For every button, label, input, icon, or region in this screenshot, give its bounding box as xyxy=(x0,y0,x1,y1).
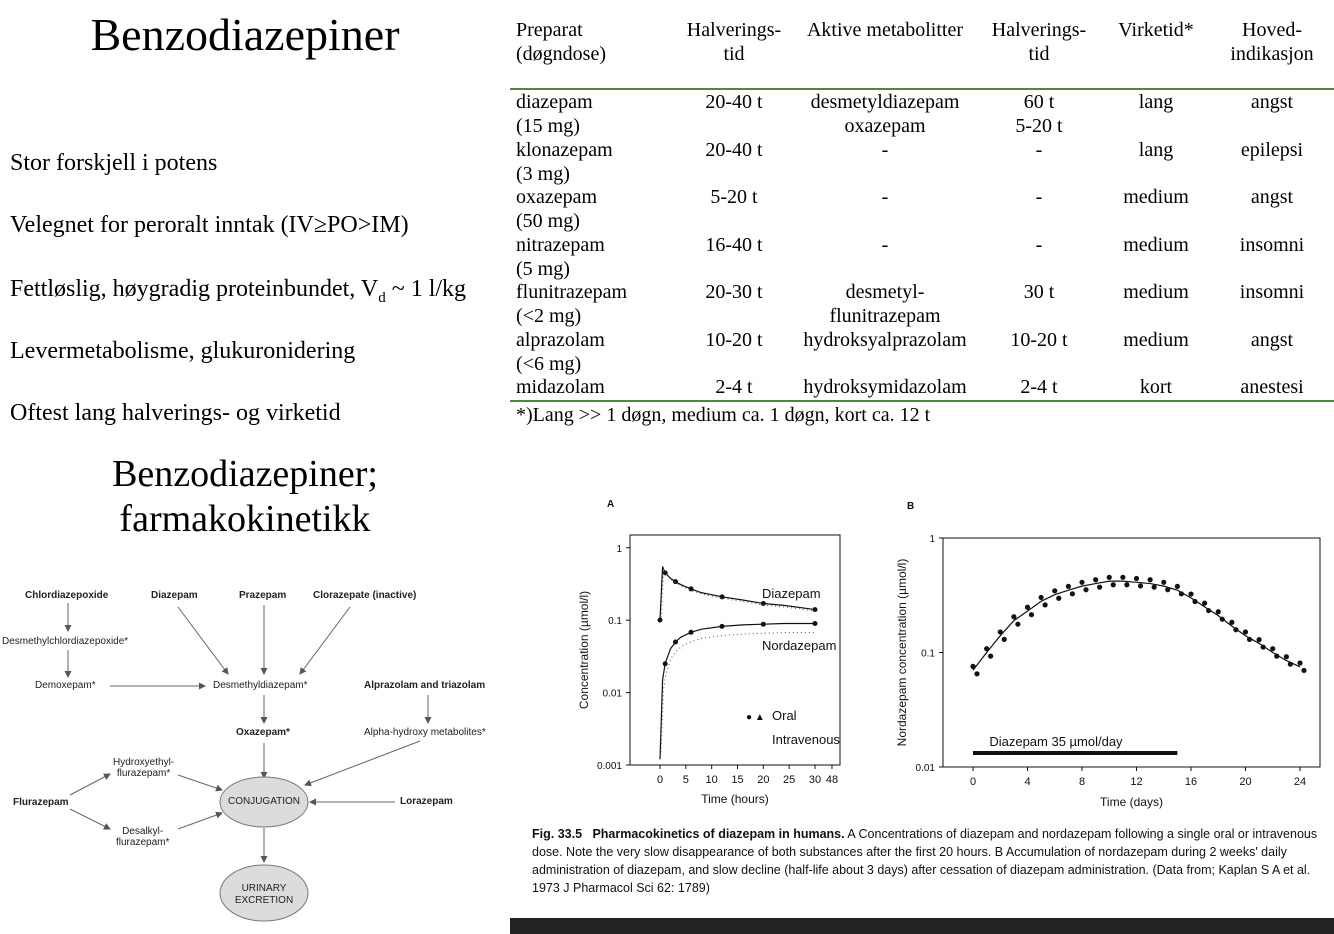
header-text: Halverings- xyxy=(686,19,782,41)
panel-b-point xyxy=(1066,584,1071,589)
cell-line: 10-20 t xyxy=(705,328,763,351)
table-cell-drug xyxy=(516,328,666,376)
panel-b-point xyxy=(1111,582,1116,587)
cell-line: nitrazepam xyxy=(516,233,605,256)
table-cell-half xyxy=(676,328,792,352)
panel-b-point xyxy=(1179,591,1184,596)
table-cell-ind xyxy=(1222,328,1322,352)
table-cell-ind xyxy=(1222,138,1322,162)
table-cell-ind xyxy=(1222,185,1322,209)
cell-line: epilepsi xyxy=(1240,138,1304,161)
panel-a-xtick-label: 25 xyxy=(783,774,796,786)
panel-a-legend-oral: Oral xyxy=(772,708,797,723)
cell-line: (<6 mg) xyxy=(516,352,582,375)
table-footnote: *)Lang >> 1 døgn, medium ca. 1 døgn, kort ca. 12 t xyxy=(516,404,931,426)
cell-line: hydroksymidazolam xyxy=(803,376,967,398)
table-cell-half xyxy=(676,280,792,304)
cell-line: - xyxy=(1035,186,1043,208)
cell-line: medium xyxy=(1123,186,1189,208)
table-cell-met xyxy=(800,185,970,233)
panel-b-point xyxy=(1148,577,1153,582)
panel-a-xtick-label: 15 xyxy=(731,774,744,786)
cell-line: 5-20 t xyxy=(710,186,758,208)
panel-b-point xyxy=(1206,608,1211,613)
panel-a-legend-markers: ● ▲ xyxy=(746,712,765,723)
panel-a-ytick-label: 0.001 xyxy=(596,761,622,772)
table-cell-half xyxy=(676,233,792,257)
cell-line xyxy=(982,162,1096,186)
table-cell-dur xyxy=(1106,138,1206,162)
section-title xyxy=(0,452,490,542)
panel-a-point xyxy=(761,622,766,627)
table-cell-dur xyxy=(1106,280,1206,304)
cell-line: diazepam xyxy=(516,91,593,113)
cell-line: angst xyxy=(1250,328,1294,351)
cell-line: medium xyxy=(1123,233,1189,256)
header-text: tid xyxy=(723,43,745,65)
cell-line xyxy=(982,399,1096,423)
panel-b-xtick-label: 4 xyxy=(1024,776,1031,788)
panel-b-point xyxy=(1161,580,1166,585)
header-virketid xyxy=(1106,18,1206,42)
node-text: Desalkyl- xyxy=(122,826,164,837)
table-cell-half xyxy=(676,375,792,399)
panel-b-point xyxy=(1120,575,1125,580)
header-text: Preparat xyxy=(516,19,583,41)
panel-b-xtick-label: 20 xyxy=(1239,776,1252,788)
panel-b-point xyxy=(1002,637,1007,642)
panel-a-point xyxy=(673,579,678,584)
panel-a-point xyxy=(813,621,818,626)
table-cell-half xyxy=(676,185,792,209)
panel-b-point xyxy=(1220,617,1225,622)
cell-line: - xyxy=(881,186,889,208)
table-cell-mhalf xyxy=(982,233,1096,281)
table-cell-ind xyxy=(1222,375,1322,399)
caption-bold: Pharmacokinetics of diazepam in humans. xyxy=(592,827,845,841)
bullet-2: Velegnet for peroralt inntak (IV≥PO>IM) xyxy=(10,212,409,238)
panel-a-point xyxy=(663,661,668,666)
panel-a-xtick-label: 30 xyxy=(808,774,822,786)
cell-line: midazolam xyxy=(516,376,605,398)
panel-b-point xyxy=(1070,591,1075,596)
panel-b-point xyxy=(1247,637,1252,642)
header-aktive-metabolitter xyxy=(800,18,970,42)
cell-line: insomni xyxy=(1239,281,1305,303)
cell-line: 20-40 t xyxy=(705,91,763,113)
panel-b-ylabel: Nordazepam concentration (µmol/l) xyxy=(895,558,909,747)
table-cell-met xyxy=(800,328,970,376)
cell-line: 10-20 t xyxy=(1010,328,1068,351)
table-cell-ind xyxy=(1222,90,1322,114)
bullet-3 xyxy=(10,276,466,307)
node-alprazolam-triazolam: Alprazolam and triazolam xyxy=(364,680,486,691)
table-cell-mhalf xyxy=(982,185,1096,233)
panel-a-series-label-diazepam: Diazepam xyxy=(762,586,821,601)
panel-b-point xyxy=(1015,622,1020,627)
node-oxazepam: Oxazepam* xyxy=(236,727,290,738)
panel-b-point xyxy=(1229,620,1234,625)
arrow-alpha-hydroxy xyxy=(305,741,420,785)
cell-line: 2-4 t xyxy=(1020,376,1058,398)
table-cell-drug xyxy=(516,280,666,328)
header-text: (døgndose) xyxy=(516,43,606,65)
cell-line xyxy=(982,352,1096,376)
node-text: Hydroxyethyl- xyxy=(113,757,175,768)
panel-b-xtick-label: 12 xyxy=(1130,776,1143,788)
header-halveringstid xyxy=(676,18,792,66)
panel-b-annotation: Diazepam 35 µmol/day xyxy=(989,734,1123,749)
node-chlordiazepoxide: Chlordiazepoxide xyxy=(25,590,109,601)
panel-a-point xyxy=(673,639,678,644)
header-text: Hoved- xyxy=(1242,19,1302,41)
panel-a-ytick-label: 0.1 xyxy=(608,616,622,628)
panel-a-legend-iv: Intravenous xyxy=(772,732,840,747)
panel-b-point xyxy=(1257,637,1262,642)
cell-line: desmetyldiazepam xyxy=(810,91,960,113)
cell-line: medium xyxy=(1123,328,1189,351)
page-title: Benzodiazepiner xyxy=(90,9,400,60)
panel-b-point xyxy=(1152,585,1157,590)
header-text: Halverings- xyxy=(991,19,1087,41)
panel-b-ytick-label: 0.01 xyxy=(915,763,935,774)
panel-b-point xyxy=(1175,584,1180,589)
cell-line: flunitrazepam xyxy=(516,281,628,303)
cell-line: 20-40 t xyxy=(705,138,763,161)
panel-b-point xyxy=(1043,602,1048,607)
panel-b-xlabel: Time (days) xyxy=(1100,795,1163,809)
panel-b-point xyxy=(988,654,993,659)
panel-a-point xyxy=(689,630,694,635)
panel-b-point xyxy=(1192,599,1197,604)
cell-line: medium xyxy=(1123,281,1189,303)
cell-line: - xyxy=(881,138,889,161)
panel-b-series-line xyxy=(973,581,1300,670)
panel-a-xtick-label: 5 xyxy=(682,774,689,786)
table-cell-met xyxy=(800,280,970,328)
panel-a-point xyxy=(658,618,663,623)
panel-a-label: A xyxy=(607,499,615,510)
node-text: flurazepam* xyxy=(116,837,170,848)
header-text: tid xyxy=(1028,43,1050,65)
panel-a-xtick-label: 10 xyxy=(705,774,718,786)
cell-line: - xyxy=(881,233,889,256)
cell-line: 5-20 t xyxy=(1015,115,1063,137)
arrow-flurazepam-down xyxy=(70,809,110,829)
bullet-3-tail: ~ 1 l/kg xyxy=(385,276,467,302)
table-cell-mhalf xyxy=(982,90,1096,138)
cell-line xyxy=(800,257,970,281)
cell-line xyxy=(800,352,970,376)
node-demoxepam: Demoxepam* xyxy=(35,680,96,691)
caption-label: Fig. 33.5 xyxy=(532,827,583,841)
cell-line: (<2 mg) xyxy=(516,305,582,327)
table-cell-met xyxy=(800,90,970,138)
panel-b-point xyxy=(1261,644,1266,649)
header-text: indikasjon xyxy=(1230,43,1314,65)
cell-line xyxy=(800,162,970,186)
cell-line: oxazepam xyxy=(516,186,598,208)
panel-a-xlabel: Time (hours) xyxy=(701,792,769,806)
panel-b-point xyxy=(1243,629,1248,634)
cell-line: (3 mg) xyxy=(516,162,570,185)
table-cell-ind xyxy=(1222,280,1322,304)
panel-b-point xyxy=(1134,576,1139,581)
cell-line: angst xyxy=(1250,186,1294,208)
pharmacokinetics-figure xyxy=(510,480,1334,918)
panel-b-point xyxy=(1274,654,1279,659)
panel-b-xtick-label: 24 xyxy=(1293,776,1307,788)
table-cell-dur xyxy=(1106,185,1206,209)
panel-b-point xyxy=(1029,612,1034,617)
node-alpha-hydroxy: Alpha-hydroxy metabolites* xyxy=(364,727,486,738)
panel-b-point xyxy=(1216,609,1221,614)
table-cell-dur xyxy=(1106,328,1206,352)
panel-b-dosing-bar xyxy=(973,751,1177,755)
panel-a-xtick-label: 20 xyxy=(757,774,770,786)
panel-b-point xyxy=(1288,662,1293,667)
header-text: Aktive metabolitter xyxy=(806,19,964,41)
pharmacokinetics-charts xyxy=(510,480,1334,820)
arrow-hydroxyethyl xyxy=(178,775,222,790)
cell-line: klonazepam xyxy=(516,138,613,161)
bottom-bar xyxy=(510,918,1334,934)
panel-b-point xyxy=(1138,583,1143,588)
footer-rule xyxy=(510,400,1334,402)
panel-b-point xyxy=(970,664,975,669)
panel-b-point xyxy=(1039,595,1044,600)
panel-b-point xyxy=(1056,596,1061,601)
panel-b-point xyxy=(1011,614,1016,619)
panel-a-ylabel: Concentration (µmol/l) xyxy=(577,590,591,710)
table-cell-mhalf xyxy=(982,328,1096,376)
panel-b-point xyxy=(984,646,989,651)
cell-line: oxazepam xyxy=(844,115,926,137)
cell-line: 30 t xyxy=(1023,281,1055,303)
cell-line: 16-40 t xyxy=(705,233,763,256)
bullet-4: Levermetabolisme, glukuronidering xyxy=(10,338,356,364)
table-cell-mhalf xyxy=(982,280,1096,328)
bullet-3-text: Fettløslig, høygradig proteinbundet, V xyxy=(10,276,379,302)
table-cell-ind xyxy=(1222,233,1322,257)
node-diazepam: Diazepam xyxy=(151,590,198,601)
cell-line: desmetyl- xyxy=(845,281,925,303)
panel-b-point xyxy=(1097,585,1102,590)
node-text: EXCRETION xyxy=(234,895,294,906)
cell-line xyxy=(982,257,1096,281)
section-title-line-1: Benzodiazepiner; xyxy=(112,453,378,495)
cell-line: anestesi xyxy=(1240,376,1304,398)
node-text: flurazepam* xyxy=(116,768,171,779)
cell-line: - xyxy=(1035,233,1043,256)
header-text: Virketid* xyxy=(1118,19,1194,41)
table-cell-mhalf xyxy=(982,138,1096,186)
cell-line: (50 mg) xyxy=(516,210,580,232)
panel-a-point xyxy=(720,624,725,629)
panel-a-xtick-label: 48 xyxy=(825,774,839,786)
section-title-line-2: farmakokinetikk xyxy=(119,498,371,540)
cell-line: 60 t xyxy=(1023,91,1055,113)
cell-line: lang xyxy=(1138,138,1174,161)
panel-b-point xyxy=(1188,591,1193,596)
cell-line: 2-4 t xyxy=(715,376,753,398)
panel-b-point xyxy=(1124,582,1129,587)
table-cell-mhalf xyxy=(982,375,1096,423)
node-desmethylchlordiazepoxide: Desmethylchlordiazepoxide* xyxy=(2,636,129,647)
cell-line xyxy=(982,304,1096,328)
panel-b-point xyxy=(1297,660,1302,665)
panel-a-xtick-label: 0 xyxy=(656,774,664,786)
panel-b-point xyxy=(1301,668,1306,673)
benzodiazepine-table xyxy=(510,0,1334,460)
panel-b-ytick-label: 0.1 xyxy=(921,648,935,660)
cell-line: flunitrazepam xyxy=(829,305,941,327)
table-cell-met xyxy=(800,233,970,281)
node-urinary-excretion-label xyxy=(220,883,308,907)
node-lorazepam: Lorazepam xyxy=(400,796,453,807)
panel-a-series-label-nordazepam: Nordazepam xyxy=(762,638,837,653)
node-clorazepate: Clorazepate (inactive) xyxy=(313,590,417,601)
node-conjugation-label: CONJUGATION xyxy=(227,796,301,807)
table-cell-half xyxy=(676,90,792,114)
arrow-desalkyl xyxy=(178,813,222,829)
header-metabolitt-halveringstid xyxy=(982,18,1096,66)
panel-b-point xyxy=(1270,646,1275,651)
cell-line: alprazolam xyxy=(516,328,605,351)
panel-b-xtick-label: 16 xyxy=(1184,776,1198,788)
table-cell-drug xyxy=(516,90,666,138)
panel-b-point xyxy=(1284,654,1289,659)
cell-line xyxy=(982,209,1096,233)
panel-b-point xyxy=(1202,601,1207,606)
panel-b-label: B xyxy=(907,501,915,512)
cell-line: kort xyxy=(1139,376,1173,398)
cell-line: (5 mg) xyxy=(516,257,570,280)
cell-line: hydroksyalprazolam xyxy=(803,328,967,351)
node-flurazepam: Flurazepam xyxy=(13,797,69,808)
node-desmethyldiazepam: Desmethyldiazepam* xyxy=(213,680,308,691)
arrow-clorazepate xyxy=(300,607,350,674)
node-text: URINARY xyxy=(241,883,287,894)
node-prazepam: Prazepam xyxy=(239,590,287,601)
panel-b-point xyxy=(1025,605,1030,610)
panel-b-ytick-label: 1 xyxy=(929,534,935,545)
bullet-3-subscript: d xyxy=(378,289,386,306)
arrow-diazepam xyxy=(178,607,228,674)
arrow-flurazepam-up xyxy=(70,774,110,795)
header-hovedindikasjon xyxy=(1222,18,1322,66)
table-cell-dur xyxy=(1106,90,1206,114)
cell-line: - xyxy=(1035,138,1043,161)
panel-b-xtick-label: 8 xyxy=(1078,776,1086,788)
panel-b-frame xyxy=(943,538,1320,767)
cell-line: (15 mg) xyxy=(516,115,580,137)
cell-line: angst xyxy=(1250,91,1294,113)
table-cell-drug xyxy=(516,233,666,281)
cell-line: 20-30 t xyxy=(705,281,763,303)
node-desalkylflurazepam xyxy=(116,826,169,848)
panel-b-xtick-label: 0 xyxy=(969,776,977,788)
panel-b-point xyxy=(1083,587,1088,592)
caption-text: A Concentrations of diazepam and nordazepam following a single oral or intravenous dose. Note the very slow disappearance of both substances after the first 20 hours. B Accumulation of nordazepam during 2 weeks' daily administration of diazepam, and slow decline (half-life about 3 days) after cessation of diazepam administration. (Data from; Kaplan S A et al. 1973 J Pharmacol Sci 62: 1789) xyxy=(532,827,1318,895)
panel-b-point xyxy=(1233,627,1238,632)
table-cell-drug xyxy=(516,185,666,233)
panel-a-ytick-label: 1 xyxy=(616,543,622,555)
header-preparat xyxy=(516,18,606,66)
cell-line xyxy=(800,209,970,233)
panel-b-point xyxy=(1052,588,1057,593)
cell-line: lang xyxy=(1138,91,1174,113)
table-cell-drug xyxy=(516,138,666,186)
cell-line: insomni xyxy=(1239,233,1305,256)
node-hydroxyethylflurazepam xyxy=(113,757,174,779)
table-cell-dur xyxy=(1106,375,1206,399)
panel-b-point xyxy=(998,629,1003,634)
panel-a-ytick-label: 0.01 xyxy=(602,688,622,700)
panel-b-point xyxy=(1165,587,1170,592)
panel-b-point xyxy=(1107,575,1112,580)
bullet-5: Oftest lang halverings- og virketid xyxy=(10,400,341,426)
table-cell-half xyxy=(676,138,792,162)
panel-b-point xyxy=(1079,580,1084,585)
table-cell-dur xyxy=(1106,233,1206,257)
panel-b-point xyxy=(1093,577,1098,582)
panel-b-point xyxy=(974,671,979,676)
figure-caption xyxy=(532,825,1322,897)
bullet-1: Stor forskjell i potens xyxy=(10,150,218,176)
metabolism-diagram xyxy=(0,575,505,934)
table-cell-met xyxy=(800,138,970,186)
diagram-arrows xyxy=(0,575,505,934)
